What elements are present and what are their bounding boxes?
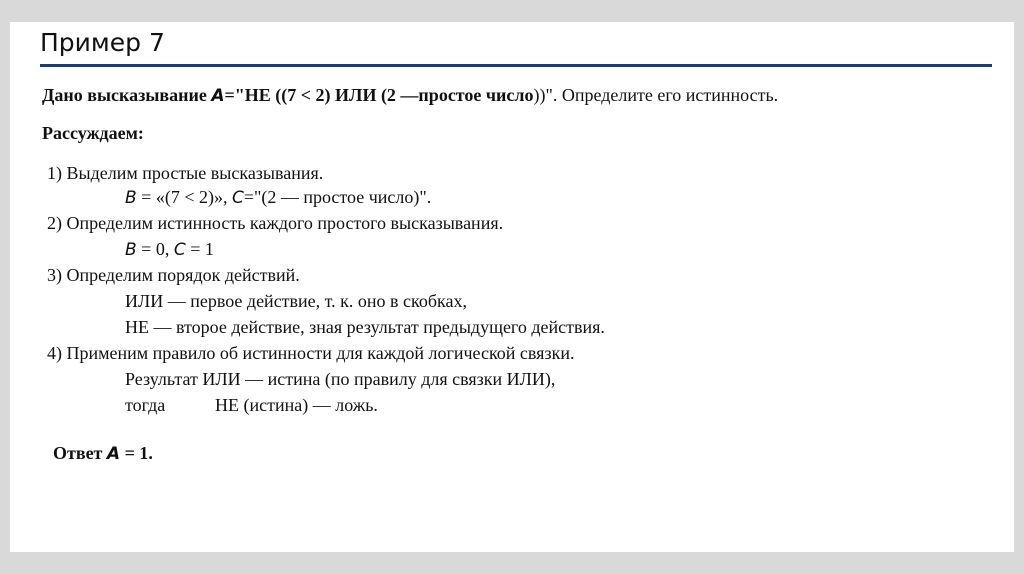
answer-label: Ответ: [53, 443, 107, 463]
step-1-part: = «(7 < 2)»,: [136, 187, 232, 207]
slide-title: Пример 7: [40, 28, 165, 57]
step-2-part: = 1: [185, 239, 214, 259]
var-b: B: [125, 240, 137, 260]
problem-intro: Дано высказывание: [42, 85, 212, 105]
var-a: A: [211, 86, 225, 106]
var-c: C: [173, 240, 186, 260]
slide-content: [10, 22, 1014, 552]
problem-expression: ="НЕ ((7 < 2) ИЛИ (2 —простое число: [224, 85, 534, 105]
reasoning-heading: Рассуждаем:: [42, 123, 144, 143]
step-2-detail: [125, 238, 214, 261]
step-4-detail-2b: НЕ (истина) — ложь.: [215, 395, 378, 415]
problem-rest: ))". Определите его истинность.: [533, 85, 779, 105]
step-3-detail-2: НЕ — второе действие, зная результат предыдущего действия.: [125, 317, 605, 337]
step-4: 4) Применим правило об истинности для каждой логической связки.: [47, 343, 575, 363]
slide: [10, 22, 1014, 552]
step-1-detail: [125, 186, 431, 209]
answer: [53, 442, 153, 465]
problem-statement: [42, 84, 778, 107]
step-1: 1) Выделим простые высказывания.: [47, 163, 324, 183]
var-b: B: [125, 188, 137, 208]
step-4-detail-1: Результат ИЛИ — истина (по правилу для связки ИЛИ),: [125, 369, 556, 389]
var-c: C: [231, 188, 244, 208]
step-2: 2) Определим истинность каждого простого высказывания.: [47, 213, 504, 233]
step-1-part: ="(2 — простое число)".: [243, 187, 432, 207]
var-a: A: [106, 444, 121, 464]
step-4-detail-2a: тогда: [125, 395, 166, 415]
step-3: 3) Определим порядок действий.: [47, 265, 300, 285]
step-3-detail-1: ИЛИ — первое действие, т. к. оно в скобках,: [125, 291, 467, 311]
answer-value: = 1.: [120, 443, 153, 463]
step-2-part: = 0,: [136, 239, 174, 259]
